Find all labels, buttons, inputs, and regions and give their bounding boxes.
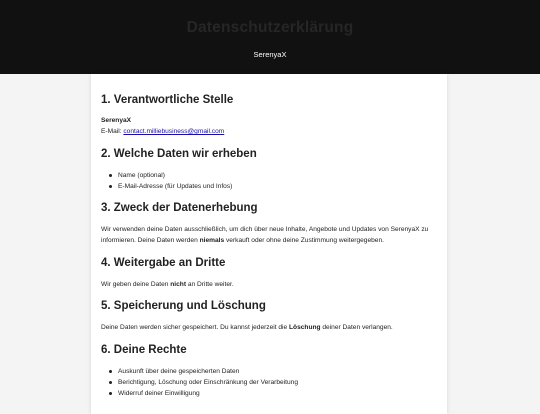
section-heading-3: 3. Zweck der Datenerhebung (101, 202, 258, 214)
email-label: E-Mail: (101, 128, 122, 135)
list-item: Name (optional) (101, 170, 437, 181)
content-card (91, 74, 447, 414)
third-party-text: Wir geben deine Daten nicht an Dritte weiter. (101, 281, 234, 288)
section-heading-6: 6. Deine Rechte (101, 344, 187, 356)
list-item: Berichtigung, Löschung oder Einschränkung der Verarbeitung (101, 377, 437, 388)
list-item: Widerruf deiner Einwilligung (101, 388, 437, 399)
section-heading-1: 1. Verantwortliche Stelle (101, 94, 234, 106)
data-list (101, 170, 437, 192)
purpose-text: Wir verwenden deine Daten ausschließlich, um dich über neue Inhalte, Angebote und Updates von SerenyaX zu informieren. Deine Daten werden niemals verkauft oder ohne deine Zustimmung weitergegeben. (101, 226, 429, 244)
section-heading-2: 2. Welche Daten wir erheben (101, 148, 257, 160)
list-item: E-Mail-Adresse (für Updates und Infos) (101, 181, 437, 192)
page-title: Datenschutzerklärung (186, 19, 354, 36)
email-link[interactable]: contact.milliebusiness@gmail.com (123, 128, 225, 135)
controller-name: SerenyaX (101, 117, 132, 124)
controller-email (101, 126, 437, 137)
storage-text: Deine Daten werden sicher gespeichert. Du kannst jederzeit die Löschung deiner Daten verlangen. (101, 324, 393, 331)
section-heading-5: 5. Speicherung und Löschung (101, 300, 266, 312)
list-item: Auskunft über deine gespeicherten Daten (101, 366, 437, 377)
site-name: SerenyaX (253, 50, 287, 59)
page-header (0, 0, 540, 74)
section-heading-4: 4. Weitergabe an Dritte (101, 257, 226, 269)
rights-list (101, 366, 437, 399)
